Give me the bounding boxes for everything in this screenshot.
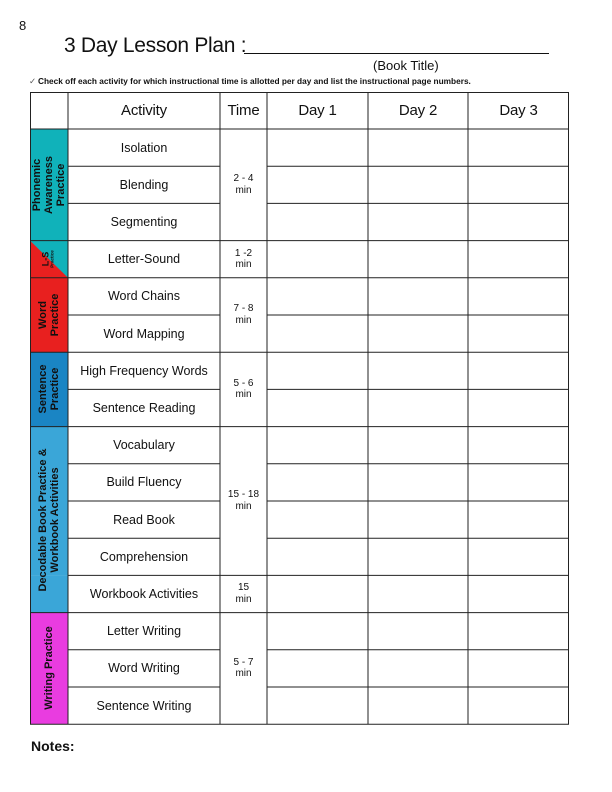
time-cell <box>220 241 267 278</box>
day-2-cell[interactable] <box>368 278 468 315</box>
day-1-cell[interactable] <box>267 613 368 650</box>
lesson-plan-table <box>30 92 569 724</box>
instruction-text <box>29 76 604 86</box>
title-row <box>64 34 554 60</box>
page-number: 8 <box>19 18 27 33</box>
day-2-cell[interactable] <box>368 427 468 464</box>
day-3-cell[interactable] <box>468 538 569 575</box>
day-1-cell[interactable] <box>267 464 368 501</box>
day-2-cell[interactable] <box>368 166 468 203</box>
activity-cell: Word Chains <box>107 289 181 304</box>
day-2-cell[interactable] <box>368 241 468 278</box>
activity-cell: Isolation <box>120 140 168 155</box>
section-label <box>30 278 68 352</box>
day-3-cell[interactable] <box>468 129 569 166</box>
day-1-cell[interactable] <box>267 203 368 240</box>
header-time: Time <box>227 102 260 119</box>
activity-cell: High Frequency Words <box>80 363 208 378</box>
day-1-cell[interactable] <box>267 241 368 278</box>
section-label-text: Phonemic Awareness Practice <box>30 155 68 214</box>
header-activity: Activity <box>121 102 167 119</box>
section-label-text: Sentence Practice <box>36 364 62 414</box>
time-text: min <box>235 500 252 512</box>
activity-cell: Letter-Sound <box>107 252 181 267</box>
day-1-cell[interactable] <box>267 501 368 538</box>
time-text: 5 - 7 <box>233 656 254 668</box>
section-label-text: Writing Practice <box>42 626 55 711</box>
day-2-cell[interactable] <box>368 687 468 724</box>
book-title-caption: (Book Title) <box>373 58 439 73</box>
time-text: 7 - 8 <box>233 303 254 315</box>
section-label <box>30 129 68 241</box>
time-text: 1 -2 <box>234 247 253 259</box>
activity-cell: Sentence Writing <box>96 698 192 713</box>
activity-cell: Build Fluency <box>106 475 182 490</box>
header-day-3: Day 3 <box>499 102 538 119</box>
day-3-cell[interactable] <box>468 166 569 203</box>
activity-cell: Sentence Reading <box>92 400 196 415</box>
day-3-cell[interactable] <box>468 278 569 315</box>
day-1-cell[interactable] <box>267 687 368 724</box>
book-title-blank-line[interactable] <box>244 53 549 54</box>
day-1-cell[interactable] <box>267 278 368 315</box>
day-2-cell[interactable] <box>368 203 468 240</box>
day-3-cell[interactable] <box>468 352 569 389</box>
day-2-cell[interactable] <box>368 650 468 687</box>
header-day-1: Day 1 <box>298 102 337 119</box>
notes-label: Notes: <box>31 738 75 754</box>
time-text: 15 - 18 <box>227 489 260 501</box>
day-3-cell[interactable] <box>468 501 569 538</box>
day-3-cell[interactable] <box>468 575 569 612</box>
time-text: 5 - 6 <box>233 377 254 389</box>
day-3-cell[interactable] <box>468 613 569 650</box>
day-1-cell[interactable] <box>267 166 368 203</box>
day-2-cell[interactable] <box>368 538 468 575</box>
day-3-cell[interactable] <box>468 203 569 240</box>
activity-cell: Letter Writing <box>106 624 182 639</box>
day-1-cell[interactable] <box>267 129 368 166</box>
day-2-cell[interactable] <box>368 389 468 426</box>
day-2-cell[interactable] <box>368 352 468 389</box>
day-3-cell[interactable] <box>468 687 569 724</box>
day-3-cell[interactable] <box>468 241 569 278</box>
day-3-cell[interactable] <box>468 650 569 687</box>
day-1-cell[interactable] <box>267 389 368 426</box>
day-3-cell[interactable] <box>468 464 569 501</box>
day-1-cell[interactable] <box>267 352 368 389</box>
day-3-cell[interactable] <box>468 315 569 352</box>
day-2-cell[interactable] <box>368 129 468 166</box>
time-text: 2 - 4 <box>233 173 254 185</box>
section-label-text: Word Practice <box>36 293 62 337</box>
day-1-cell[interactable] <box>267 427 368 464</box>
day-3-cell[interactable] <box>468 389 569 426</box>
activity-cell: Comprehension <box>99 549 189 564</box>
day-1-cell[interactable] <box>267 650 368 687</box>
activity-cell: Segmenting <box>110 214 178 229</box>
day-2-cell[interactable] <box>368 464 468 501</box>
day-3-cell[interactable] <box>468 427 569 464</box>
day-2-cell[interactable] <box>368 501 468 538</box>
page-title: 3 Day Lesson Plan : <box>64 34 247 57</box>
activity-cell: Read Book <box>113 512 175 527</box>
time-cell <box>220 129 267 241</box>
section-label <box>30 241 68 278</box>
activity-cell: Word Mapping <box>103 326 185 341</box>
day-2-cell[interactable] <box>368 613 468 650</box>
time-cell <box>220 427 267 576</box>
activity-cell: Vocabulary <box>113 438 175 453</box>
day-1-cell[interactable] <box>267 315 368 352</box>
section-sublabel-text: Practice <box>50 250 56 268</box>
section-label-text: L-S <box>40 251 51 267</box>
activity-cell: Word Writing <box>108 661 180 676</box>
check-icon: ✓ <box>29 76 36 86</box>
time-text: min <box>235 593 252 605</box>
time-text: min <box>235 668 252 680</box>
time-text: min <box>235 259 252 271</box>
time-text: min <box>235 389 252 401</box>
header-day-2: Day 2 <box>398 102 438 119</box>
time-cell <box>220 278 267 352</box>
day-1-cell[interactable] <box>267 575 368 612</box>
section-label-text: Decodable Book Practice & Workbook Activities <box>36 448 61 592</box>
instruction-label: Check off each activity for which instructional time is allotted per day and list the instructional page numbers. <box>37 76 471 86</box>
activity-cell: Workbook Activities <box>89 586 199 601</box>
time-cell <box>220 575 267 612</box>
time-cell <box>220 352 267 426</box>
activity-cell: Blending <box>119 177 169 192</box>
time-text: 15 <box>237 582 250 594</box>
day-2-cell[interactable] <box>368 315 468 352</box>
time-text: min <box>235 184 252 196</box>
day-1-cell[interactable] <box>267 538 368 575</box>
section-label <box>30 613 68 725</box>
day-2-cell[interactable] <box>368 575 468 612</box>
section-label <box>30 427 68 613</box>
time-text: min <box>235 314 252 326</box>
section-label <box>30 352 68 426</box>
time-cell <box>220 613 267 725</box>
